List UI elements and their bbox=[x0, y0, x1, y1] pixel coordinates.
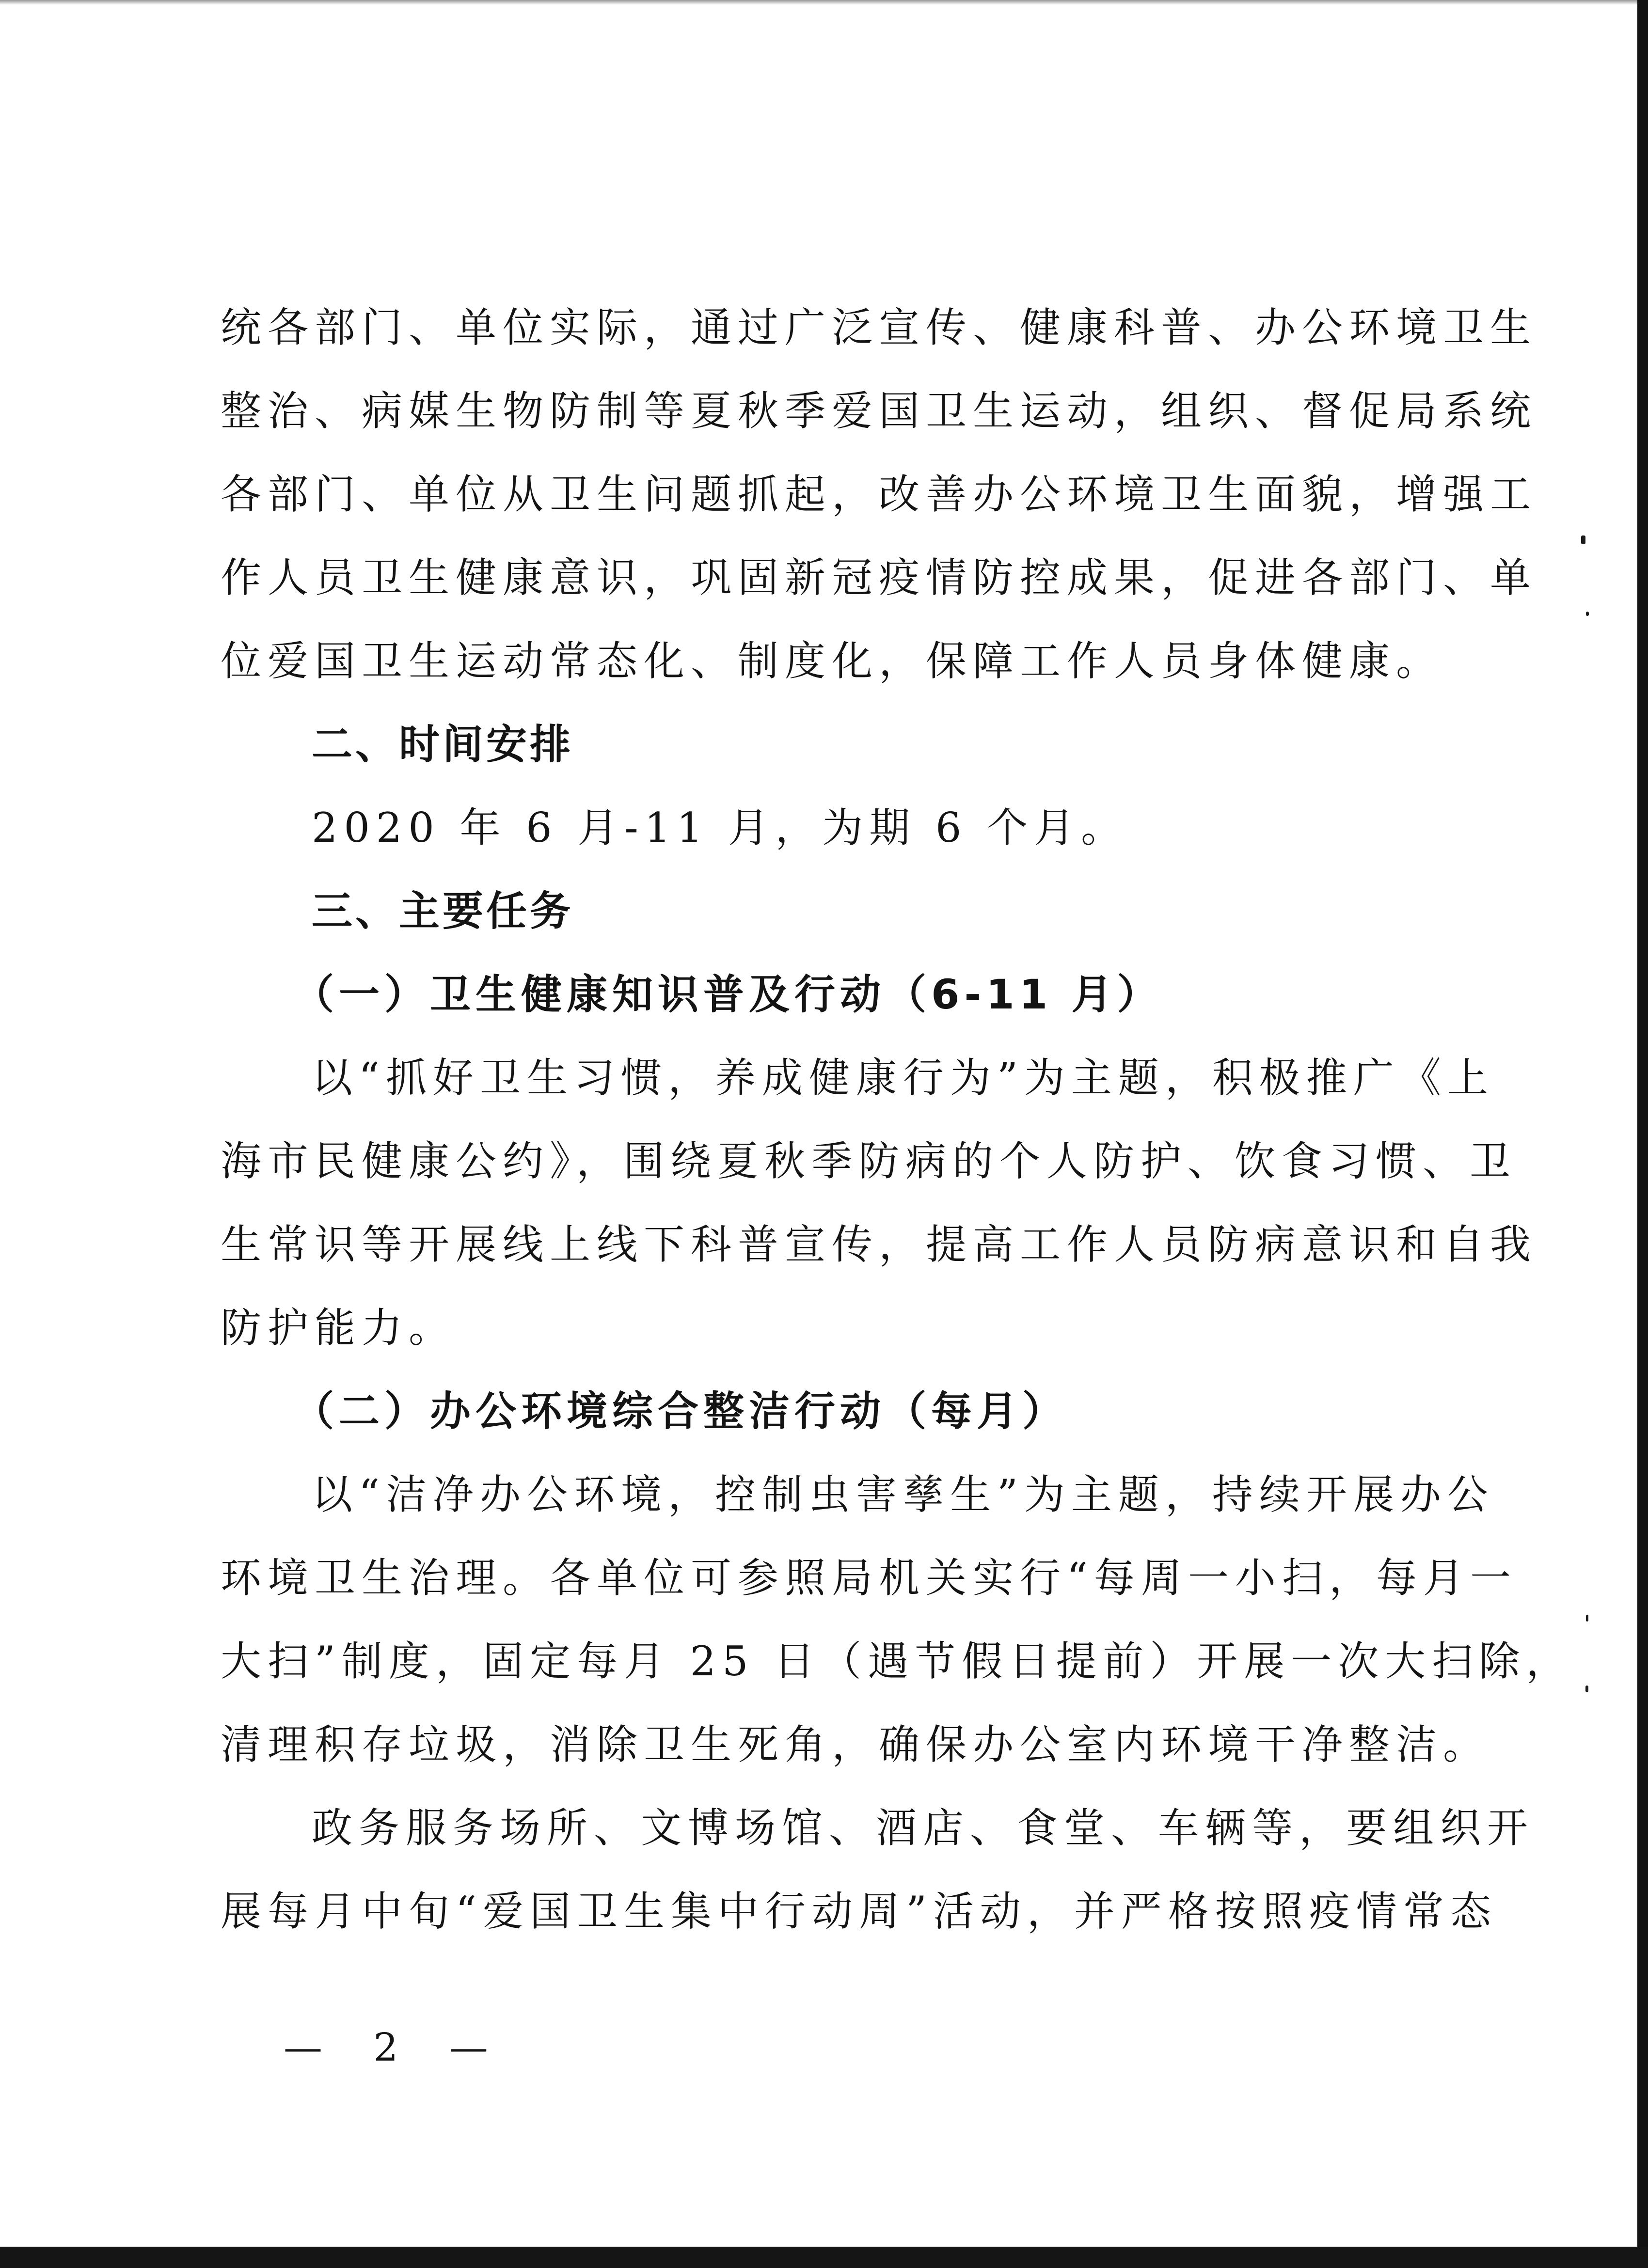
scan-speck bbox=[1585, 1685, 1588, 1692]
page-number: — 2 — bbox=[284, 2025, 507, 2070]
document-body bbox=[221, 286, 1573, 1953]
paragraph-line: 2020 年 6 月-11 月，为期 6 个月。 bbox=[312, 804, 1128, 851]
subsection-heading-office-cleaning: （二）办公环境综合整洁行动（每月） bbox=[293, 1387, 1068, 1435]
paragraph-line: 生常识等开展线上线下科普宣传，提高工作人员防病意识和自我 bbox=[221, 1221, 1537, 1268]
scan-speck bbox=[1586, 612, 1589, 616]
scan-speck bbox=[1581, 536, 1585, 544]
paragraph-line: 展每月中旬“爱国卫生集中行动周”活动，并严格按照疫情常态 bbox=[221, 1888, 1497, 1935]
scan-bottom-border bbox=[0, 2247, 1648, 2268]
scan-top-edge bbox=[0, 0, 1648, 5]
paragraph-line: 位爱国卫生运动常态化、制度化，保障工作人员身体健康。 bbox=[221, 637, 1443, 685]
paragraph-line: 统各部门、单位实际，通过广泛宣传、健康科普、办公环境卫生 bbox=[221, 304, 1537, 351]
paragraph-line: 大扫”制度，固定每月 25 日（遇节假日提前）开展一次大扫除， bbox=[221, 1638, 1573, 1685]
paragraph-line: 作人员卫生健康意识，巩固新冠疫情防控成果，促进各部门、单 bbox=[221, 554, 1537, 601]
paragraph-line: 整治、病媒生物防制等夏秋季爱国卫生运动，组织、督促局系统 bbox=[221, 387, 1537, 435]
paragraph-line: 各部门、单位从卫生问题抓起，改善办公环境卫生面貌，增强工 bbox=[221, 471, 1537, 518]
paragraph-line: 政务服务场所、文博场馆、酒店、食堂、车辆等，要组织开 bbox=[312, 1804, 1535, 1852]
section-heading-main-tasks: 三、主要任务 bbox=[312, 887, 574, 935]
paragraph-line: 以“抓好卫生习惯，养成健康行为”为主题，积极推广《上 bbox=[312, 1054, 1494, 1102]
paragraph-line: 以“洁净办公环境，控制虫害孳生”为主题，持续开展办公 bbox=[312, 1471, 1494, 1518]
scan-speck bbox=[1586, 1615, 1588, 1622]
scan-right-border bbox=[1637, 0, 1648, 2268]
paragraph-line: 海市民健康公约》，围绕夏秋季防病的个人防护、饮食习惯、卫 bbox=[221, 1137, 1517, 1185]
section-heading-schedule: 二、时间安排 bbox=[312, 721, 574, 768]
paragraph-line: 防护能力。 bbox=[221, 1304, 456, 1352]
subsection-heading-health-knowledge: （一）卫生健康知识普及行动（6-11 月） bbox=[293, 971, 1163, 1018]
paragraph-line: 环境卫生治理。各单位可参照局机关实行“每周一小扫，每月一 bbox=[221, 1554, 1517, 1602]
paragraph-line: 清理积存垃圾，消除卫生死角，确保办公室内环境干净整洁。 bbox=[221, 1721, 1490, 1768]
